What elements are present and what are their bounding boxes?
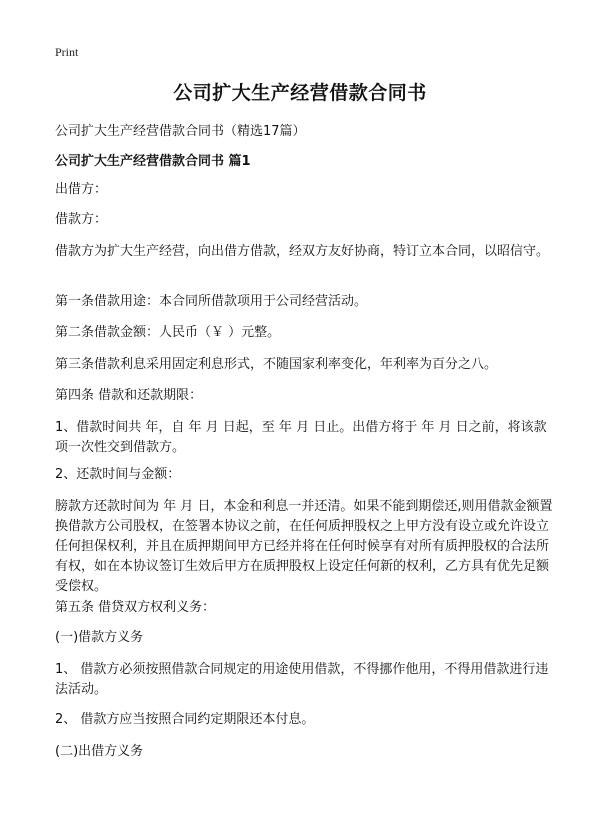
borrower-duty-2: 2、 借款方应当按照合同约定期限还本付息。	[55, 712, 315, 727]
lender-duties-heading: (二)出借方义务	[55, 744, 144, 759]
article-4-heading: 第四条 借款和还款期限：	[55, 388, 203, 403]
article-1-paragraph: 第一条借款用途：本合同所借款项用于公司经营活动。	[55, 294, 368, 309]
article-4-item-1: 1、借款时间共 年，自 年 月 日起，至 年 月 日止。出借方将于 年 月 日之前，将该款项一次性交到借款方。	[55, 420, 547, 455]
document-subtitle: 公司扩大生产经营借款合同书（精选17篇）	[55, 124, 306, 139]
article-2-paragraph: 第二条借款金额：人民币（￥ ）元整。	[55, 325, 281, 340]
repayment-paragraph: 膀款方还款时间为 年 月 日，本金和利息一并还清。如果不能到期偿还,则用借款金额置换借款方公司股权，在签署本协议之前，在任何质押股权之上甲方没有设立或允许设立任何担保权利，并且在质押期间甲方已经并将在任何时候享有对所有质押股权的合法所有权，如在本协议签订生效后甲方在质押股权上设定任何新的权利，乙方具有优先足额受偿权。	[55, 499, 553, 594]
borrower-line: 借款方：	[55, 212, 108, 227]
lender-line: 出借方：	[55, 182, 108, 197]
document-title: 公司扩大生产经营借款合同书	[173, 82, 427, 104]
article-3-paragraph: 第三条借款利息采用固定利息形式，不随国家利率变化，年利率为百分之八。	[55, 357, 498, 372]
section-heading: 公司扩大生产经营借款合同书 篇1	[55, 154, 251, 169]
borrower-duties-heading: (一)借款方义务	[55, 630, 144, 645]
article-5-heading: 第五条 借贷双方权利义务：	[55, 600, 216, 615]
article-4-item-2: 2、还款时间与金额：	[55, 467, 181, 482]
borrower-duty-1: 1、 借款方必须按照借款合同规定的用途使用借款，不得挪作他用，不得用借款进行违法活动。	[55, 662, 549, 697]
print-label: Print	[55, 45, 79, 59]
preamble-paragraph: 借款方为扩大生产经营，向出借方借款，经双方友好协商，特订立本合同，以昭信守。	[55, 244, 550, 259]
